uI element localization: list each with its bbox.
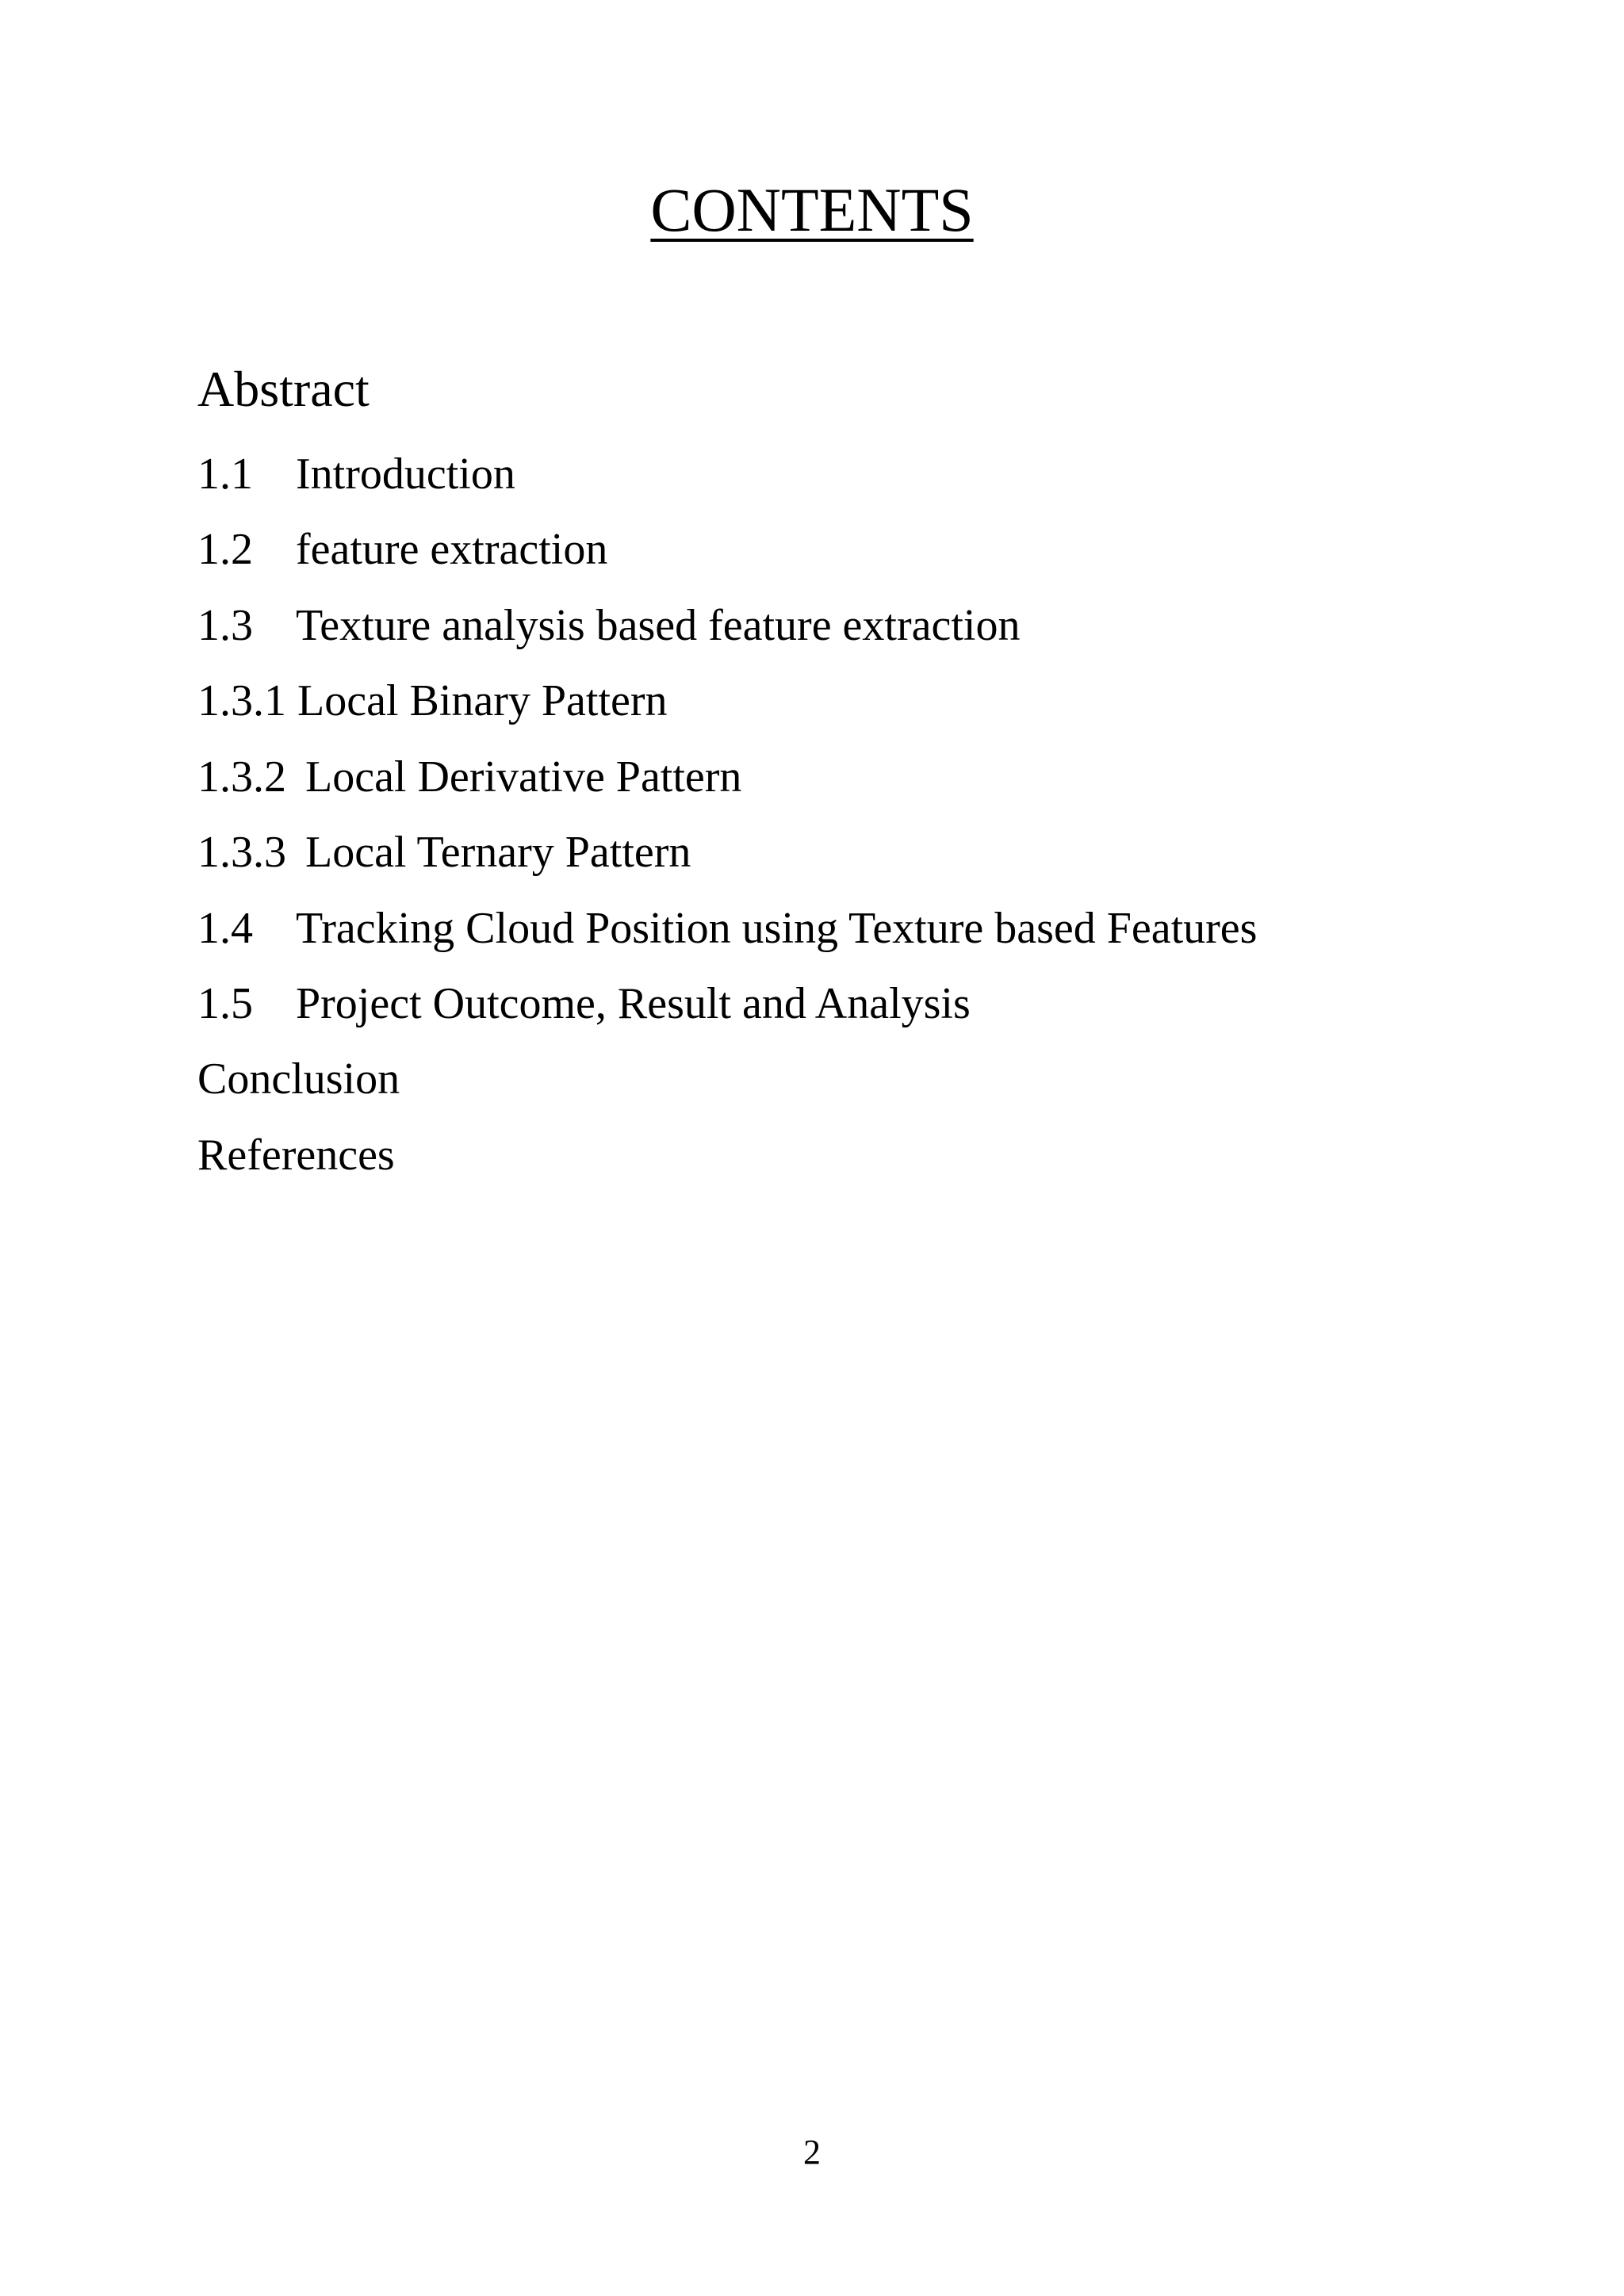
toc-entry-number: 1.1: [197, 450, 253, 499]
toc-entry-text: Project Outcome, Result and Analysis: [296, 979, 971, 1028]
page-title-text: CONTENTS: [650, 175, 974, 244]
toc-entry-text: Local Binary Pattern: [297, 676, 668, 725]
toc-entry-number: 1.5: [197, 979, 253, 1028]
toc-entry-1-3-3: [197, 827, 691, 878]
toc-entry-number: 1.3: [197, 601, 253, 650]
toc-entry-1-2: [197, 524, 607, 575]
toc-entry-1-3-1: [197, 675, 668, 726]
toc-entry-1-5: [197, 978, 971, 1029]
toc-entry-text: Introduction: [296, 450, 515, 499]
page-number: 2: [803, 2133, 821, 2172]
toc-entry-text: Tracking Cloud Position using Texture based Features: [296, 904, 1258, 953]
toc-entry-text: Local Derivative Pattern: [305, 752, 742, 802]
toc-entry-conclusion: [197, 1054, 400, 1104]
toc-entry-1-1: [197, 449, 515, 499]
toc-entry-text: feature extraction: [296, 525, 608, 574]
toc-entry-text: References: [197, 1131, 395, 1180]
toc-entry-text: Conclusion: [197, 1054, 400, 1104]
toc-entry-text: Abstract: [197, 361, 370, 417]
toc-entry-text: Texture analysis based feature extraction: [296, 601, 1021, 650]
toc-entry-1-4: [197, 903, 1257, 954]
toc-entry-number: 1.2: [197, 525, 253, 574]
toc-entry-number: 1.3.3: [197, 828, 286, 877]
toc-entry-text: Local Ternary Pattern: [305, 828, 691, 877]
toc-entry-abstract: [197, 361, 370, 418]
toc-entry-number: 1.4: [197, 904, 253, 953]
page-title: [0, 174, 1624, 246]
toc-entry-number: 1.3.1: [197, 676, 286, 725]
toc-entry-1-3-2: [197, 752, 741, 802]
toc-entry-number: 1.3.2: [197, 752, 286, 802]
toc-entry-references: [197, 1130, 395, 1181]
toc-entry-1-3: [197, 600, 1020, 651]
